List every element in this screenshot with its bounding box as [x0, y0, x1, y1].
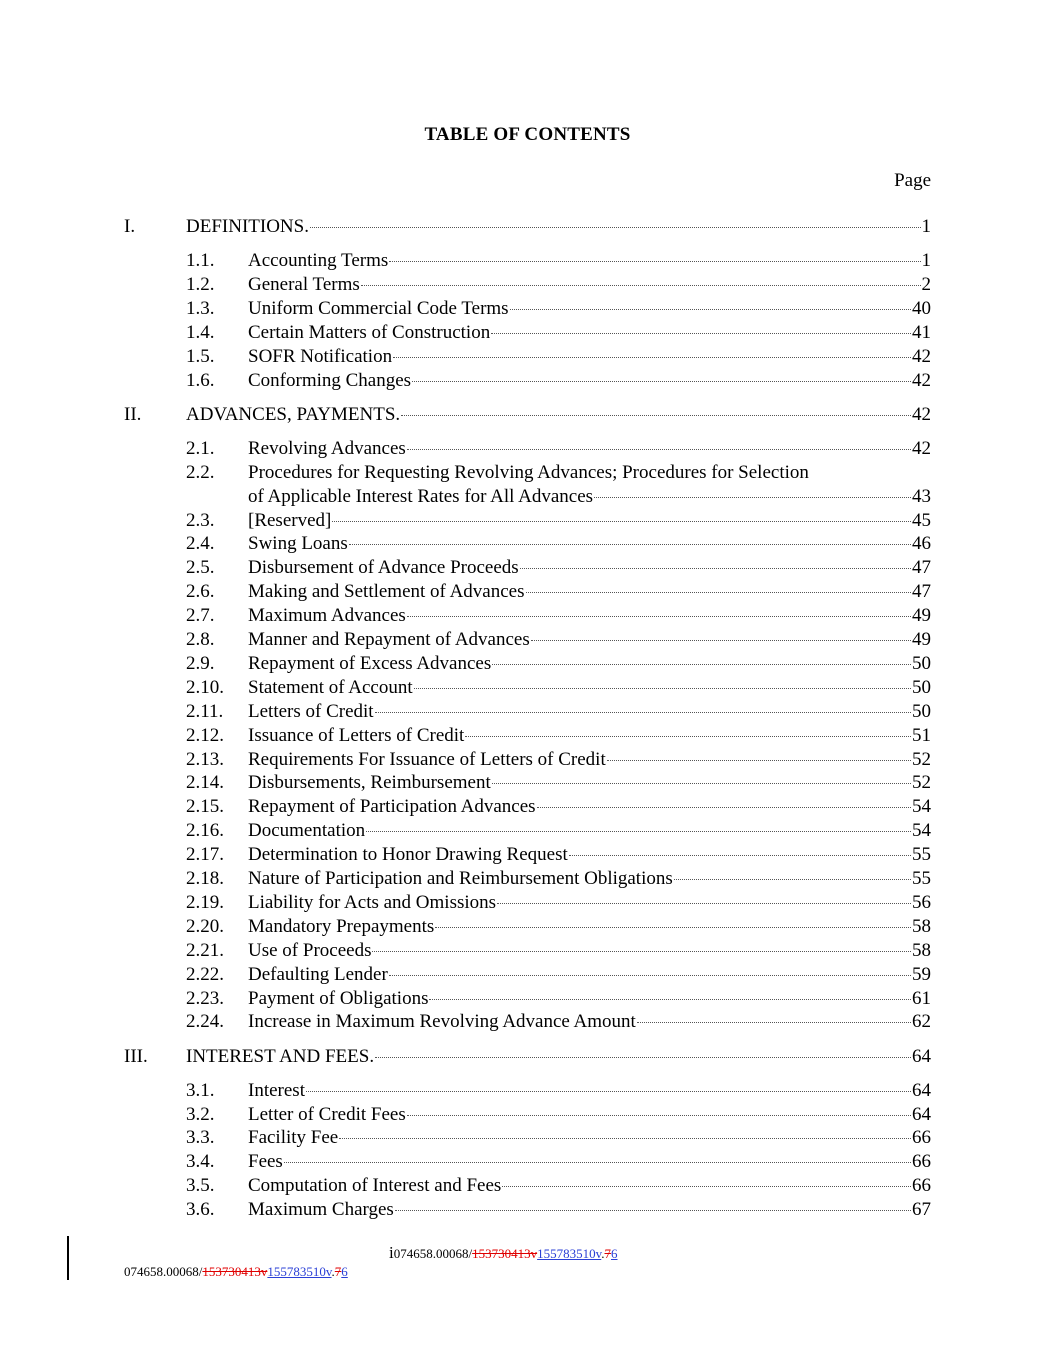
toc-entry: [124, 891, 931, 915]
section-number: III.: [124, 1045, 148, 1067]
subsection-title: Mandatory Prepayments: [248, 915, 435, 937]
dot-leader: [332, 520, 911, 522]
page-number: 55: [912, 868, 931, 889]
entry-title-wrap: [248, 1174, 931, 1198]
doc-prefix: 074658.00068/: [393, 1246, 473, 1261]
subsection-title: SOFR Notification: [248, 345, 393, 367]
subsection-title: Requirements For Issuance of Letters of Credit: [248, 748, 606, 770]
section-number: II.: [124, 403, 142, 425]
subsection-number: 1.2.: [186, 274, 215, 295]
toc-entry: [124, 1079, 931, 1103]
page-number: i: [389, 1243, 394, 1262]
toc-entry: [124, 604, 931, 628]
subsection-number: 1.6.: [186, 369, 215, 391]
subsection-title: Statement of Account: [248, 676, 413, 698]
entry-title-wrap: [186, 1045, 931, 1069]
subsection-title: Certain Matters of Construction: [248, 321, 491, 343]
dot-leader: [492, 782, 911, 784]
page-number: 58: [912, 915, 931, 937]
toc-entry: [124, 939, 931, 963]
dot-leader: [531, 639, 911, 641]
subsection-number: 2.5.: [186, 557, 215, 579]
dot-leader: [510, 308, 911, 310]
toc-entry: [124, 628, 931, 652]
dot-leader: [492, 663, 911, 665]
dot-leader: [497, 902, 911, 904]
toc-entry: [124, 273, 931, 297]
page-number: 54: [912, 796, 931, 818]
dot-leader: [339, 1137, 911, 1139]
footer-left: [124, 1264, 348, 1280]
entry-title-wrap: [186, 215, 931, 239]
entry-title-wrap: [248, 1103, 931, 1127]
dot-leader: [502, 1185, 911, 1187]
dot-leader: [414, 687, 911, 689]
entry-title-wrap: [248, 461, 931, 485]
entry-title-wrap: [248, 843, 931, 867]
toc-entry: [124, 1103, 931, 1127]
entry-title-wrap: [248, 819, 931, 843]
dot-leader: [435, 926, 911, 928]
toc-section: [124, 1045, 931, 1069]
section-number: I.: [124, 216, 136, 237]
subsection-number: 2.13.: [186, 748, 224, 770]
dot-leader: [569, 854, 911, 856]
subsection-number: 2.21.: [186, 939, 224, 961]
inserted-doc-id: 155783510v: [537, 1246, 602, 1261]
deleted-version: 7: [604, 1246, 612, 1261]
page-number: 59: [912, 963, 931, 985]
toc-entry: [124, 987, 931, 1011]
dot-leader: [526, 591, 912, 593]
dot-leader: [429, 998, 911, 1000]
subsection-title: Swing Loans: [248, 533, 348, 555]
subsection-number: 1.4.: [186, 321, 215, 343]
toc-entry: [124, 676, 931, 700]
section-title: DEFINITIONS.: [186, 216, 309, 237]
subsection-number: 3.5.: [186, 1175, 215, 1197]
page-number: 41: [912, 321, 931, 343]
page-number: 47: [912, 557, 931, 579]
subsection-number: 2.9.: [186, 652, 215, 674]
toc-section: [124, 215, 931, 239]
subsection-number: 2.3.: [186, 509, 215, 531]
toc-section: [124, 403, 931, 427]
subsection-title: Documentation: [248, 820, 366, 842]
entry-title-wrap: [248, 1198, 931, 1222]
page-number: 50: [912, 700, 931, 722]
dot-leader: [537, 806, 911, 808]
entry-title-wrap: [248, 628, 931, 652]
subsection-number: 2.7.: [186, 605, 215, 627]
entry-title-wrap: [248, 369, 931, 393]
dot-leader: [375, 711, 911, 713]
dot-leader: [393, 356, 911, 358]
entry-title-wrap: [248, 1150, 931, 1174]
page-number: 67: [912, 1199, 931, 1221]
entry-title-wrap: [248, 437, 931, 461]
entry-title-wrap: [248, 321, 931, 345]
toc-entry: [124, 819, 931, 843]
entry-title-wrap: [248, 891, 931, 915]
dot-leader: [407, 615, 911, 617]
toc-entry: [124, 556, 931, 580]
section-title: ADVANCES, PAYMENTS.: [186, 403, 401, 425]
entry-title-wrap: [248, 249, 931, 273]
entry-title-wrap: [248, 1126, 931, 1150]
dot-leader: [366, 830, 911, 832]
subsection-number: 2.1.: [186, 437, 215, 459]
subsection-title: Disbursements, Reimbursement: [248, 772, 491, 794]
entry-title-wrap: [248, 297, 931, 321]
page-number: 42: [912, 403, 931, 425]
subsection-number: 1.1.: [186, 250, 215, 272]
subsection-number: 3.3.: [186, 1127, 215, 1149]
subsection-number: 3.4.: [186, 1151, 215, 1173]
toc-entry: [124, 297, 931, 321]
subsection-number: 3.6.: [186, 1199, 215, 1221]
subsection-title: Increase in Maximum Revolving Advance Amount: [248, 1011, 636, 1033]
subsection-title: Maximum Advances: [248, 605, 406, 627]
dot-leader: [395, 1209, 911, 1211]
subsection-number: 2.8.: [186, 629, 215, 650]
toc-entry: [124, 532, 931, 556]
page-number: 54: [912, 820, 931, 842]
entry-title-wrap: [248, 532, 931, 556]
subsection-number: 2.19.: [186, 891, 224, 913]
page-number: 62: [912, 1011, 931, 1033]
entry-title-wrap: [248, 795, 931, 819]
subsection-title: Computation of Interest and Fees: [248, 1175, 502, 1197]
version-dot: .: [331, 1264, 335, 1279]
subsection-title: Facility Fee: [248, 1127, 339, 1149]
toc-entry: [124, 748, 931, 772]
dot-leader: [407, 1114, 911, 1116]
dot-leader: [594, 496, 911, 498]
subsection-title: Procedures for Requesting Revolving Advances; Procedures for Selection: [248, 461, 809, 483]
page-number: 1: [921, 250, 931, 272]
deleted-doc-id: 153730413v: [202, 1264, 268, 1279]
toc-entry: [124, 771, 931, 795]
subsection-number: 2.12.: [186, 724, 224, 746]
subsection-title: Repayment of Excess Advances: [248, 652, 492, 674]
subsection-number: 2.23.: [186, 987, 224, 1009]
page-number: 47: [912, 581, 931, 603]
inserted-version: 6: [611, 1246, 618, 1261]
page-column-label: Page: [894, 170, 931, 191]
toc-entry: [124, 700, 931, 724]
subsection-number: 2.24.: [186, 1011, 224, 1033]
dot-leader: [375, 1056, 911, 1058]
page-number: 56: [912, 891, 931, 913]
toc-entry: [124, 1174, 931, 1198]
subsection-title: Accounting Terms: [248, 250, 389, 272]
version-dot: .: [601, 1246, 605, 1261]
subsection-number: 2.6.: [186, 581, 215, 603]
entry-title-wrap: [186, 403, 931, 427]
dot-leader: [465, 735, 911, 737]
entry-title-wrap: [248, 987, 931, 1011]
toc-entry: [124, 867, 931, 891]
toc-entry: [124, 249, 931, 273]
entry-title-wrap: [248, 1010, 931, 1034]
change-bar: [67, 1236, 69, 1280]
page-number: 64: [912, 1079, 931, 1101]
entry-title-wrap: [248, 700, 931, 724]
subsection-number: 2.2.: [186, 461, 215, 483]
page-number: 49: [912, 605, 931, 627]
page-number: 55: [912, 844, 931, 866]
subsection-title: Conforming Changes: [248, 369, 412, 391]
subsection-title: Fees: [248, 1151, 283, 1173]
page-number: 52: [912, 772, 931, 794]
subsection-title: General Terms: [248, 274, 360, 295]
subsection-number: 1.3.: [186, 297, 215, 319]
entry-title-wrap: [248, 652, 931, 676]
page-number: 45: [912, 509, 931, 531]
toc-entry: [124, 1198, 931, 1222]
page-number: 66: [912, 1151, 931, 1173]
toc-title: TABLE OF CONTENTS: [424, 124, 631, 145]
subsection-number: 1.5.: [186, 345, 215, 367]
entry-title-wrap: [248, 556, 931, 580]
subsection-number: 2.18.: [186, 868, 224, 889]
page-number: 52: [912, 748, 931, 770]
subsection-title: Letter of Credit Fees: [248, 1103, 406, 1125]
toc-entry: [124, 963, 931, 987]
page-number: 49: [912, 629, 931, 650]
subsection-number: 2.16.: [186, 820, 224, 842]
doc-prefix: 074658.00068/: [124, 1264, 203, 1279]
toc-entry: [124, 1150, 931, 1174]
page-number: 42: [912, 437, 931, 459]
page-number: 64: [912, 1103, 931, 1125]
subsection-title: Repayment of Participation Advances: [248, 796, 536, 818]
toc-entry: [124, 795, 931, 819]
subsection-title: Maximum Charges: [248, 1199, 394, 1221]
subsection-title: Defaulting Lender: [248, 963, 388, 985]
toc-entry: [124, 1126, 931, 1150]
page-number: 61: [912, 987, 931, 1009]
toc-entry: [124, 461, 931, 485]
subsection-number: 3.1.: [186, 1079, 215, 1101]
entry-title-wrap: [248, 273, 931, 297]
subsection-title: Issuance of Letters of Credit: [248, 724, 465, 746]
subsection-title: [Reserved]: [248, 509, 332, 531]
subsection-number: 2.15.: [186, 796, 224, 818]
entry-title-wrap: [248, 771, 931, 795]
subsection-title: Determination to Honor Drawing Request: [248, 844, 568, 866]
deleted-doc-id: 153730413v: [472, 1246, 538, 1261]
page-number: 46: [912, 533, 931, 555]
entry-title-wrap: [248, 604, 931, 628]
toc-entry: [124, 345, 931, 369]
page-number: 51: [912, 724, 931, 746]
entry-title-wrap: [248, 345, 931, 369]
subsection-title: Nature of Participation and Reimbursement Obligations: [248, 868, 673, 889]
dot-leader: [607, 759, 911, 761]
dot-leader: [412, 380, 911, 382]
page-number: 50: [912, 652, 931, 674]
dot-leader: [407, 448, 911, 450]
toc-entry: [124, 724, 931, 748]
dot-leader: [389, 974, 911, 976]
toc-entry: [124, 369, 931, 393]
subsection-number: 2.22.: [186, 963, 224, 985]
page-number: 43: [912, 485, 931, 507]
section-title: INTEREST AND FEES.: [186, 1045, 375, 1067]
dot-leader: [389, 260, 920, 262]
page-number: 42: [912, 369, 931, 391]
subsection-title: Use of Proceeds: [248, 939, 372, 961]
toc-entry: [124, 843, 931, 867]
entry-title-wrap: [248, 939, 931, 963]
toc-entry: [124, 580, 931, 604]
subsection-title: Payment of Obligations: [248, 987, 429, 1009]
entry-title-wrap: [248, 509, 931, 533]
subsection-number: 2.4.: [186, 533, 215, 555]
page-number: 58: [912, 939, 931, 961]
dot-leader: [674, 878, 911, 880]
entry-title-wrap: [248, 724, 931, 748]
dot-leader: [637, 1021, 911, 1023]
inserted-doc-id: 155783510v: [267, 1264, 332, 1279]
page-number: 2: [921, 274, 931, 295]
subsection-title: Liability for Acts and Omissions: [248, 891, 497, 913]
subsection-title: Letters of Credit: [248, 700, 374, 722]
subsection-title: Manner and Repayment of Advances: [248, 629, 530, 650]
dot-leader: [520, 567, 911, 569]
dot-leader: [310, 226, 921, 228]
page-number: 66: [912, 1175, 931, 1197]
dot-leader: [372, 950, 911, 952]
entry-title-wrap: [248, 580, 931, 604]
page-number: 50: [912, 676, 931, 698]
subsection-title: Interest: [248, 1079, 305, 1101]
toc-entry: [124, 915, 931, 939]
page-number: 66: [912, 1127, 931, 1149]
dot-leader: [306, 1090, 911, 1092]
entry-title-wrap: [248, 748, 931, 772]
entry-title-wrap: [248, 915, 931, 939]
toc-entry: [124, 437, 931, 461]
toc-entry: [124, 321, 931, 345]
page-number: 40: [912, 297, 931, 319]
subsection-number: 2.14.: [186, 772, 224, 794]
subsection-number: 2.17.: [186, 844, 224, 866]
toc-entry: [124, 509, 931, 533]
subsection-title: Revolving Advances: [248, 437, 406, 459]
dot-leader: [401, 414, 911, 416]
entry-title-wrap: [248, 676, 931, 700]
subsection-title: Uniform Commercial Code Terms: [248, 297, 509, 319]
dot-leader: [491, 332, 911, 334]
subsection-number: 2.10.: [186, 676, 224, 698]
dot-leader: [349, 543, 911, 545]
subsection-number: 3.2.: [186, 1103, 215, 1125]
page-number: 1: [921, 216, 931, 237]
dot-leader: [284, 1161, 911, 1163]
dot-leader: [361, 284, 921, 286]
deleted-version: 7: [334, 1264, 342, 1279]
toc-entry-continued: [124, 485, 931, 509]
entry-title-wrap: [248, 963, 931, 987]
page-number: 64: [912, 1045, 931, 1067]
subsection-number: 2.11.: [186, 700, 224, 722]
entry-title-wrap: [248, 485, 931, 509]
page-number: 42: [912, 345, 931, 367]
subsection-title: Disbursement of Advance Proceeds: [248, 557, 519, 579]
entry-title-wrap: [248, 1079, 931, 1103]
subsection-number: 2.20.: [186, 915, 224, 937]
footer-center: [389, 1243, 618, 1263]
toc-entry: [124, 652, 931, 676]
entry-title-wrap: [248, 867, 931, 891]
subsection-title-continued: of Applicable Interest Rates for All Advances: [248, 485, 594, 507]
subsection-title: Making and Settlement of Advances: [248, 581, 525, 603]
inserted-version: 6: [341, 1264, 348, 1279]
toc-entry: [124, 1010, 931, 1034]
